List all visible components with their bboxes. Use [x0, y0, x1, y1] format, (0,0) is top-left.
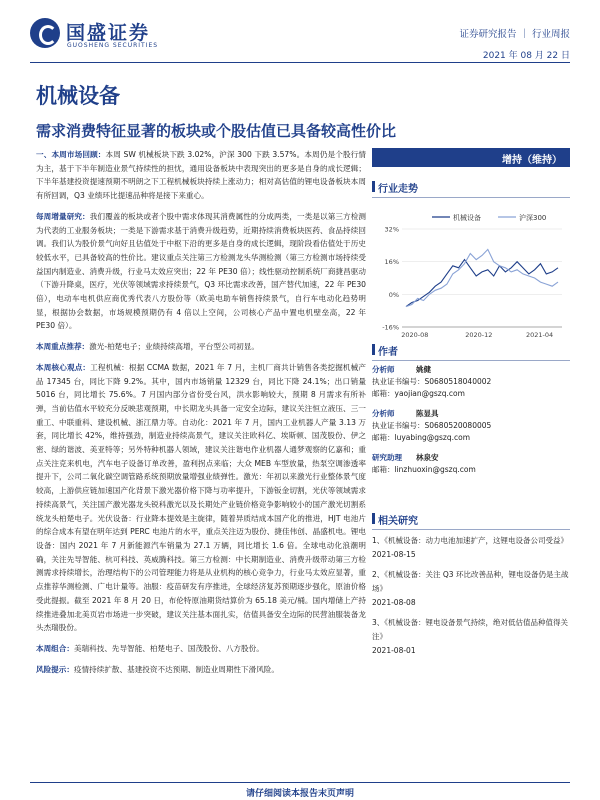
section-label: 每周增量研究：: [36, 211, 90, 221]
header-divider: [30, 62, 570, 63]
footer-disclaimer: 请仔细阅读本报告末页声明: [245, 789, 354, 799]
y-tick-label: -16%: [382, 323, 399, 332]
analyst-role: 研究助理: [372, 453, 402, 462]
logo-subtext: GUOSHENG SECURITIES: [67, 42, 159, 49]
section-label: 本周重点推荐：: [36, 342, 90, 352]
report-type: 证券研究报告 ｜ 行业周报: [459, 29, 570, 40]
analyst-row: [372, 408, 570, 420]
company-logo: [30, 18, 180, 50]
analyst-name: 姚健: [416, 365, 431, 374]
analyst-role: 分析师: [372, 409, 395, 418]
analyst-mail-row: [372, 388, 570, 400]
section-text: 本周 SW 机械板块下跌 3.02%，沪深 300 下跌 3.57%。本周仍是个股行情为主，基于下半年制造业景气持续性的担忧，通用设备板块中表现突出的更多是自身的成长逻辑；下半年基建投资提速预期不明朗之下工程机械板块持续上涨动力；相对高估值的锂电设备板块本周有所回调，Q3 业绩环比提速品种将是接下来重心。: [36, 150, 366, 201]
section-risk: [36, 663, 366, 677]
analyst-cert-row: [372, 420, 570, 432]
cert-number: S0680518040002: [424, 377, 492, 386]
y-tick-label: 16%: [384, 258, 399, 267]
related-title: 相关研究: [372, 512, 570, 530]
related-item-title[interactable]: 1、《机械设备：动力电池加速扩产，这锂电设备公司受益》: [372, 536, 569, 545]
analyst-row: [372, 364, 570, 376]
section-recommendation: [36, 340, 366, 354]
section-text: 激光-柏楚电子；业绩持续高增，平台型公司初显。: [89, 342, 259, 352]
section-text: 我们覆盖的板块或者个股中需求体现其消费属性的分成两类，一类是以第三方检测为代表的工业服务板块；一类是下游需求基于消费升级趋势，近期持续消费板块医药、食品持续回调。我们认为股价景气向好且估值处于中枢下沿的更多是自身的成长逻辑，现阶段看估值处于历史较低水平，已具备较高的性价比。建议重点关注第三方检测龙头华测检测（第三方检测市场持续受益国内制造业、消费升级，行业马太效应突出；22 年 PE30 倍）；线性驱动控制系统厂商捷昌驱动（下游升降桌，医疗，光伏等领域需求持续景气，Q3 环比需求改善，国产替代加速，22 年 PE30 倍），电动车电机供应商优秀代表八方股份等（欧美电助车销售持续景气，自行车电动化趋势明显，根据协会数据，市场规模预期仍有 4 倍以上空间，公司核心产品中置电机壁垒高，22 年 PE30 倍）。: [36, 211, 366, 331]
analyst-role: 分析师: [372, 365, 395, 374]
logo-text: 国盛证券: [66, 22, 151, 44]
mail-label: 邮箱：: [372, 389, 395, 398]
section-weekly-research: [36, 210, 366, 333]
analyst-email[interactable]: yaojian@gszq.com: [394, 389, 465, 398]
analyst-mail-row: [372, 432, 570, 444]
section-label: 本周核心观点：: [36, 362, 91, 372]
analyst-name: 陈显具: [416, 409, 439, 418]
analyst-row: [372, 452, 570, 464]
section-label: 一、本周市场回顾：: [36, 150, 106, 159]
mail-label: 邮箱：: [372, 433, 395, 442]
industry-title: 机械设备: [36, 83, 120, 108]
analyst-name: 林泉安: [416, 453, 439, 462]
related-item-date: 2021-08-01: [372, 646, 416, 655]
x-tick-label: 2020-12: [465, 331, 493, 339]
related-item[interactable]: [372, 616, 570, 658]
cert-label: 执业证书编号：: [372, 377, 425, 386]
section-text: 美瑞科技、先导智能、柏楚电子、国茂股份、八方股份。: [73, 643, 264, 653]
section-label: 本周组合：: [36, 643, 74, 653]
section-label: 风险提示：: [36, 664, 74, 674]
x-tick-label: 2021-04: [526, 331, 554, 339]
related-item-date: 2021-08-15: [372, 550, 416, 559]
analyst-mail-row: [372, 464, 570, 476]
section-text: 疫情持续扩散、基建投资不达预期、制造业周期性下滑风险。: [73, 664, 279, 674]
authors-title: 作者: [372, 343, 570, 361]
analyst-cert-row: [372, 376, 570, 388]
section-core-views: [36, 361, 366, 635]
mail-label: 邮箱：: [372, 465, 395, 474]
x-tick-label: 2020-08: [401, 331, 429, 339]
related-research-list: [372, 534, 570, 664]
analyst-email[interactable]: luyabing@gszq.com: [394, 433, 470, 442]
logo-mark-icon: [30, 18, 60, 48]
report-date: 2021 年 08 月 22 日: [482, 51, 570, 61]
related-item-title[interactable]: 2、《机械设备：关注 Q3 环比改善品种，锂电设备仍是主战场》: [372, 570, 569, 593]
industry-trend-chart: [372, 207, 570, 342]
footer-divider: [30, 782, 570, 783]
main-content: [36, 148, 366, 683]
related-item[interactable]: [372, 534, 570, 562]
y-tick-label: 0%: [388, 290, 399, 299]
trend-title: 行业走势: [372, 180, 570, 198]
analyst-email[interactable]: linzhuoxin@gszq.com: [394, 465, 476, 474]
series-line-machinery: [406, 260, 558, 307]
related-item[interactable]: [372, 568, 570, 610]
legend-label-b: 沪深300: [519, 214, 547, 222]
legend-label-a: 机械设备: [453, 214, 481, 222]
related-item-date: 2021-08-08: [372, 598, 416, 607]
report-headline: 需求消费特征显著的板块或个股估值已具备较高性价比: [36, 122, 397, 140]
y-tick-label: 32%: [384, 225, 399, 234]
rating-badge: 增持（维持）: [372, 148, 570, 167]
section-market-review: [36, 148, 366, 203]
series-line-hs300: [406, 249, 558, 306]
related-item-title[interactable]: 3、《机械设备：锂电设备景气持续，绝对低估值品种值得关注》: [372, 618, 569, 641]
section-portfolio: [36, 642, 366, 656]
section-text: 工程机械：根据 CCMA 数据，2021 年 7 月，主机厂商共计销售各类挖掘机械产品 17345 台，同比下降 9.2%。其中，国内市场销量 12329 台，同比下降 24.1%；出口销量 5016 台，同比增长 75.6%。7 月国内部分省份受台风，洪水影响较大，预期 8 月需求有所补弹，当前估值水平较充分反映悲观预期，中长期龙头具备一定安全边际，建议关注恒立液压、三一重工、中联重科、建设机械、浙江鼎力等。自动化：2021 年 7 月，国内工业机器人产量 3.13 万套，同比增长 42%，维持强劲，制造业持续高景气，建议关注欧科亿、埃斯顿、国茂股份、伊之密、绿的谐波、美亚特等；另外特种机器人领域，建议关注谐电作业机器人通梦观察的亿嘉和；重点关注克来机电，汽车电子设备订单改善，盈利拐点来临；大众 MEB 车型放量，热泵空调渗透率提升下，公司二氧化碳空调管路系统预期放量增强业绩弹性。激光：年初以来激光行业整体景气度较高，上游供应链加速国产化背景下激光器价格下降与功率提升，下游钣金切割，光伏等领域需求持续高景气，关注国产激光器龙头锐科激光以及长期处产业链价格竞争影响较小的国产激光切割系统龙头柏楚电子。光伏设备：行业降本提效是主旋律，随着异质结成本国产化的推进，HJT 电池片的综合成本有望在明年达到 PERC 电池片的水平，重点关注迈为股份、捷佳伟创、晶盛机电。锂电设备：国内 2021 年 7 月新能源汽车销量为 27.1 万辆，同比增长 1.6 倍。全球电动化浪潮明确，关注先导智能、杭可科技、英威腾科技。第三方检测：中长期制造业、消费升级带动第三方检测需求持续增长，治理结构下的公司管理能力将是从业机构的核心竞争力，行业马太效应显著，重点推荐华测检测、广电计量等。油服：疫苗研发有序推进，全球经济复苏预期逐步强化，原油价格受此提振。截至 2021 年 8 月 20 日，布伦特原油期货结算价为 65.18 美元/桶。国内增储上产持续推进叠加北美页岩市场进一步突破，建议关注基本面扎实，估值具备安全边际的民营油服装备龙头杰瑞股份。: [36, 362, 366, 633]
cert-number: S0680520080005: [424, 421, 492, 430]
analyst-list: [372, 364, 570, 476]
cert-label: 执业证书编号：: [372, 421, 425, 430]
